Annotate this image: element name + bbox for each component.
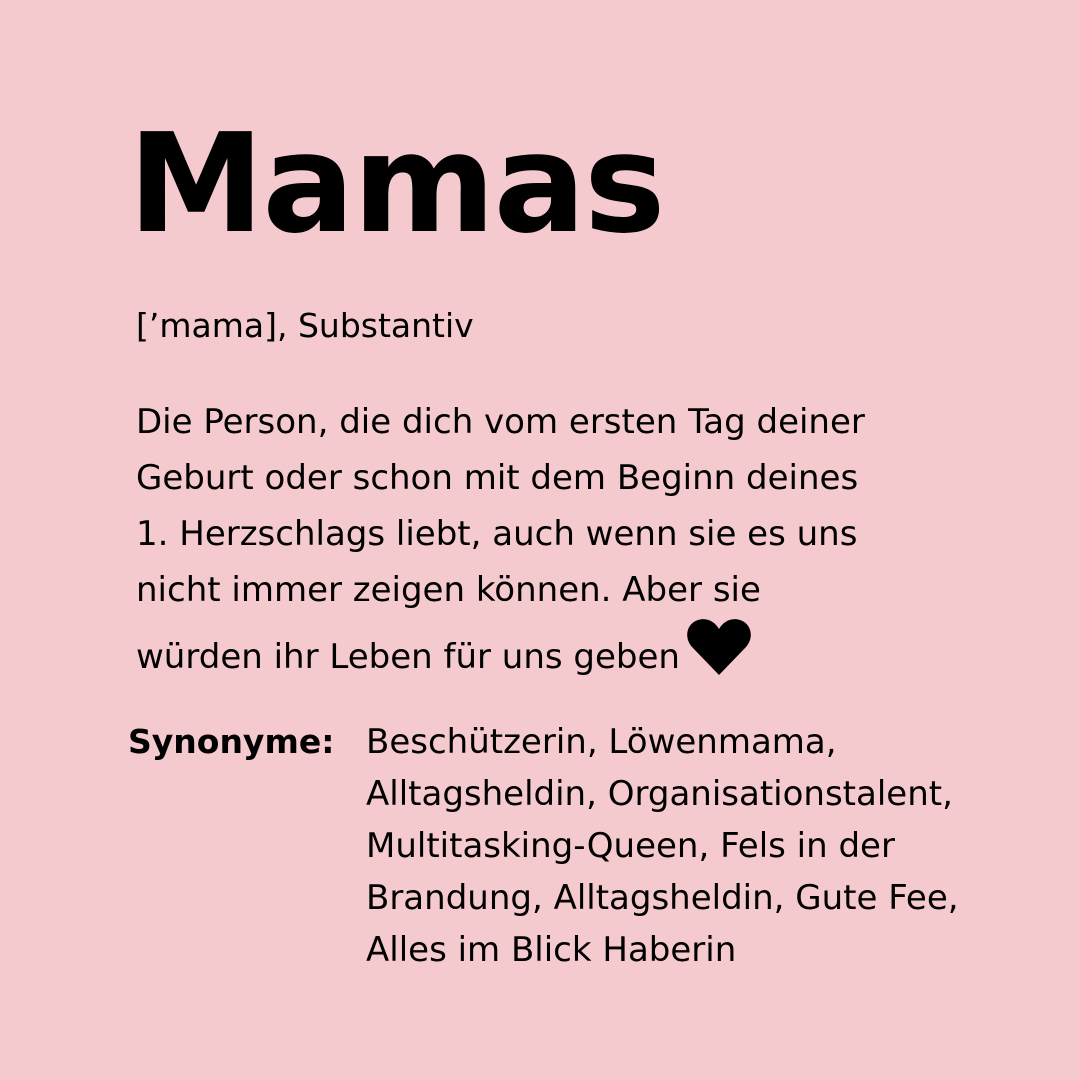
synonyms-list xyxy=(366,716,1066,976)
definition-last-line xyxy=(136,618,1036,693)
synonyms-line: Beschützerin, Löwenmama, xyxy=(366,722,837,762)
synonyms-line: Brandung, Alltagsheldin, Gute Fee, xyxy=(366,878,959,918)
definition-line: nicht immer zeigen können. Aber sie xyxy=(136,570,761,610)
definition-line: 1. Herzschlags liebt, auch wenn sie es uns xyxy=(136,514,858,554)
synonyms-line: Multitasking-Queen, Fels in der xyxy=(366,826,895,866)
definition-line: Geburt oder schon mit dem Beginn deines xyxy=(136,458,859,498)
definition-line: würden ihr Leben für uns geben xyxy=(136,637,680,677)
synonyms-line: Alltagsheldin, Organisationstalent, xyxy=(366,774,953,814)
definition-text xyxy=(136,394,1036,693)
definition-line: Die Person, die dich vom ersten Tag deiner xyxy=(136,402,865,442)
word-title: Mamas xyxy=(128,105,664,264)
heart-icon xyxy=(686,618,752,693)
synonyms-line: Alles im Blick Haberin xyxy=(366,930,737,970)
pronunciation: [’mama], Substantiv xyxy=(136,306,474,345)
synonyms-label: Synonyme: xyxy=(128,722,335,761)
